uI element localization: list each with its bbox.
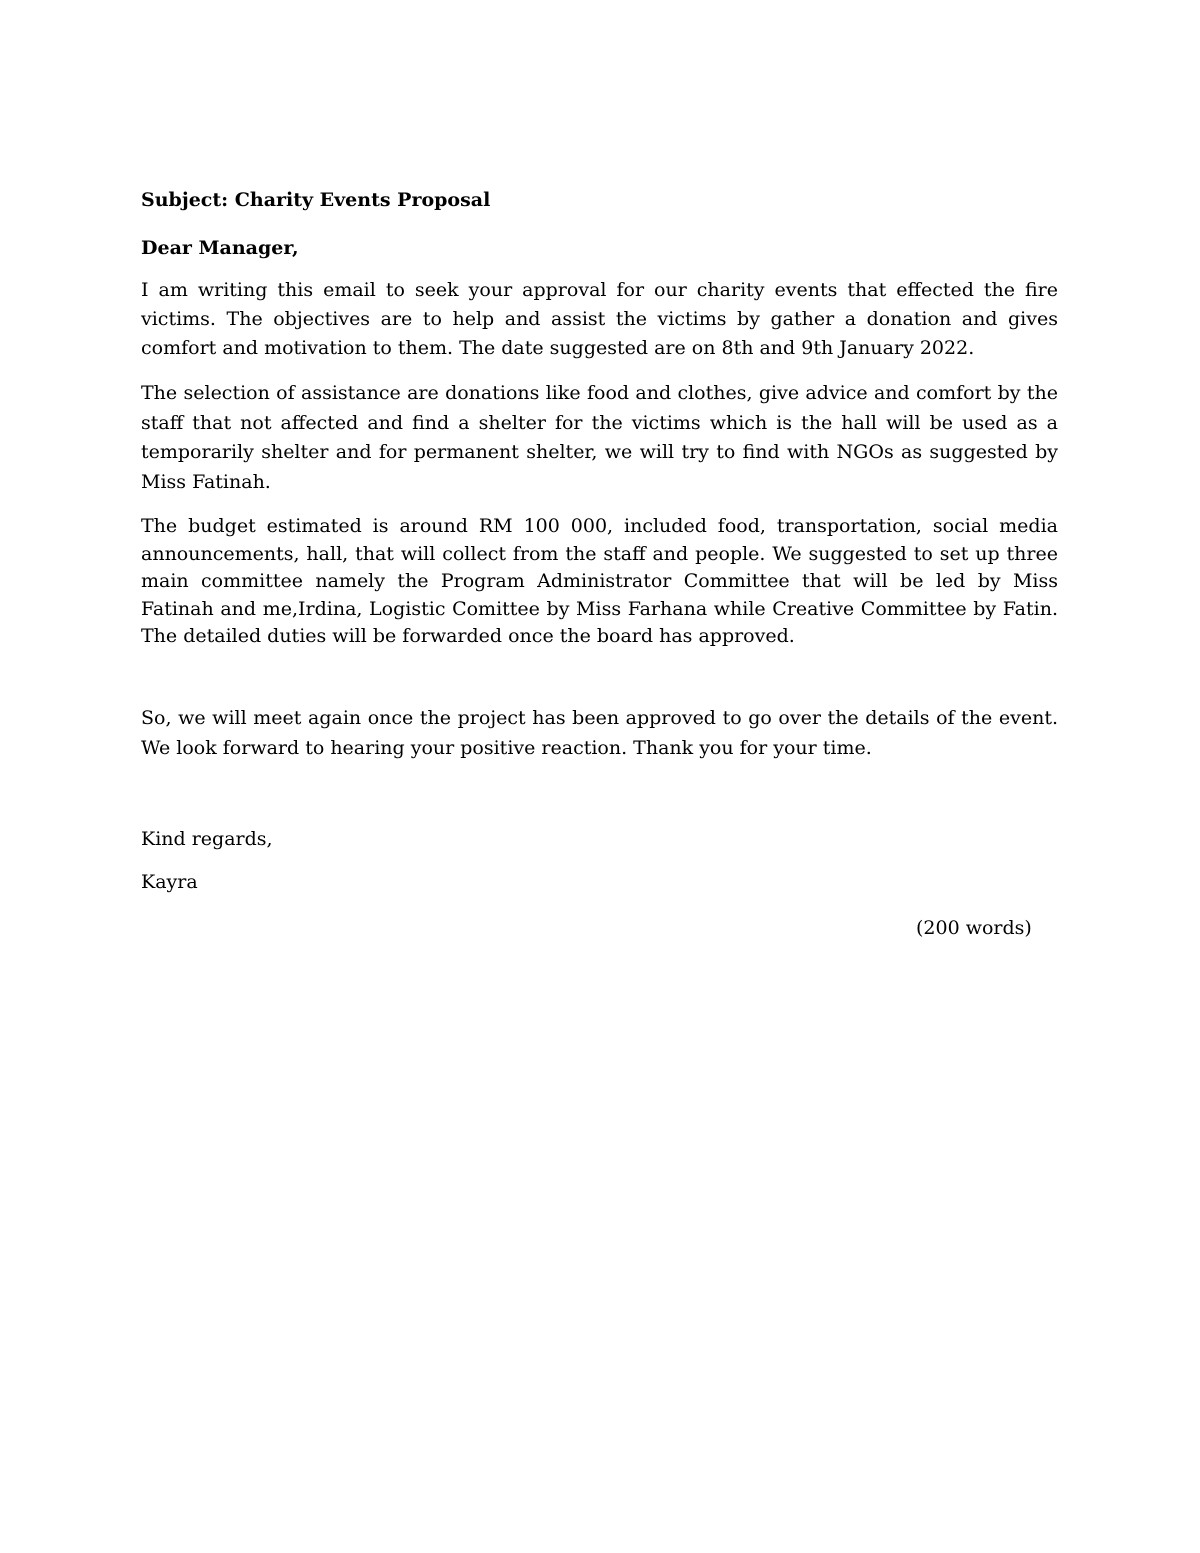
letter-signature: Kayra (141, 870, 198, 893)
letter-closing: Kind regards, (141, 827, 273, 850)
paragraph-closing: So, we will meet again once the project has been approved to go over the details of the event. We look forward to hearing your positive reaction. Thank you for your time. (141, 706, 1058, 759)
paragraph-budget: The budget estimated is around RM 100 000, included food, transportation, social media announcements, hall, that will collect from the staff and people. We suggested to set up three main committee namely the Program Administrator Committee that will be led by Miss Fatinah and me,Irdina, Logistic Comittee by Miss Farhana while Creative Committee by Fatin. The detailed duties will be forwarded once the board has approved. (141, 515, 1058, 647)
paragraph-assistance: The selection of assistance are donations like food and clothes, give advice and comfort by the staff that not affected and find a shelter for the victims which is the hall will be used as a temporarily shelter and for permanent shelter, we will try to find with NGOs as suggested by Miss Fatinah. (141, 382, 1058, 493)
letter-body (141, 187, 1058, 896)
letter-subject: Subject: Charity Events Proposal (141, 189, 491, 211)
word-count: (200 words) (916, 917, 1032, 939)
paragraph-introduction: I am writing this email to seek your approval for our charity events that effected the fire victims. The objectives are to help and assist the victims by gather a donation and gives comfort and motivation to them. The date suggested are on 8th and 9th January 2022. (141, 279, 1058, 359)
letter-salutation: Dear Manager, (141, 237, 299, 259)
